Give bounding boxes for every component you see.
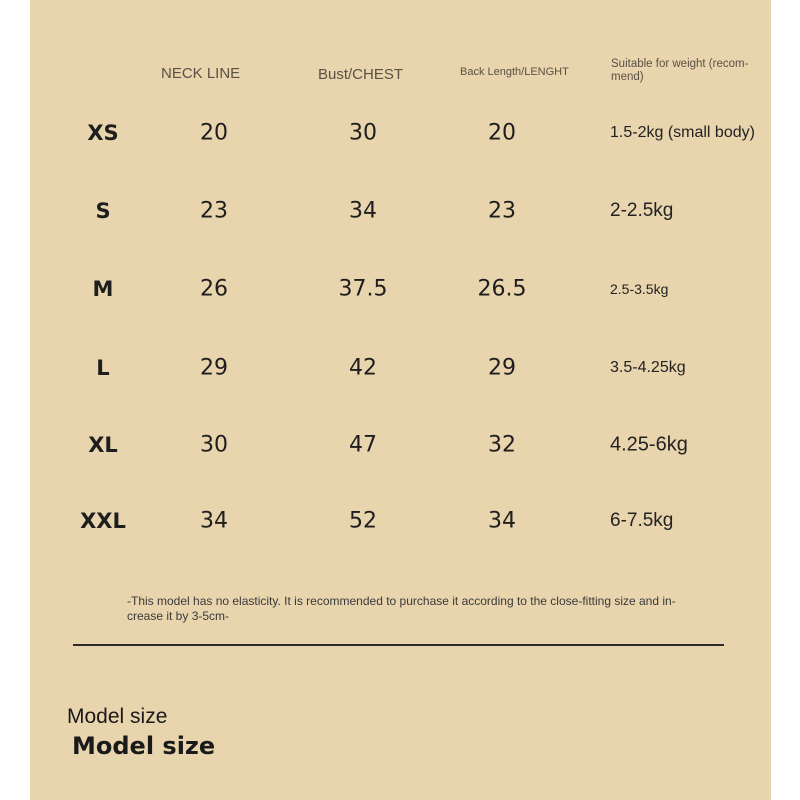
- elasticity-note: -This model has no elasticity. It is recommended to purchase it according to the close-fitting size and in-crease it by 3-5cm-: [127, 594, 676, 623]
- weight-cell: 1.5-2kg (small body): [610, 124, 755, 141]
- weight-cell: 6-7.5kg: [610, 510, 674, 531]
- size-chart-panel: [30, 0, 771, 800]
- header-bust-chest: Bust/CHEST: [318, 66, 404, 83]
- model-size-label: Model size: [67, 705, 168, 728]
- bust-cell: 34: [349, 198, 377, 224]
- neck-cell: 34: [200, 508, 228, 534]
- back-length-cell: 20: [488, 120, 516, 146]
- neck-cell: 30: [200, 432, 228, 458]
- header-back-length: Back Length/LENGHT: [460, 66, 569, 78]
- size-cell: XL: [88, 433, 118, 457]
- header-neck-line: NECK LINE: [161, 65, 241, 82]
- bust-cell: 52: [349, 508, 377, 534]
- neck-cell: 29: [200, 355, 228, 381]
- bust-cell: 37.5: [338, 276, 388, 302]
- weight-cell: 3.5-4.25kg: [610, 359, 686, 376]
- neck-cell: 26: [200, 276, 228, 302]
- back-length-cell: 34: [488, 508, 516, 534]
- back-length-cell: 26.5: [477, 276, 527, 302]
- neck-cell: 20: [200, 120, 228, 146]
- neck-cell: 23: [200, 198, 228, 224]
- size-cell: L: [96, 356, 110, 380]
- size-cell: XXL: [80, 509, 126, 533]
- size-cell: M: [92, 277, 114, 301]
- weight-cell: 2.5-3.5kg: [610, 281, 669, 297]
- back-length-cell: 23: [488, 198, 516, 224]
- size-cell: S: [95, 199, 111, 223]
- weight-cell: 2-2.5kg: [610, 200, 674, 221]
- header-suitable-weight: Suitable for weight (recom-mend): [611, 58, 749, 83]
- bust-cell: 30: [349, 120, 377, 146]
- bust-cell: 47: [349, 432, 377, 458]
- back-length-cell: 29: [488, 355, 516, 381]
- size-cell: XS: [87, 121, 119, 145]
- bust-cell: 42: [349, 355, 377, 381]
- model-size-heading: Model size: [72, 732, 216, 760]
- divider-line: [73, 644, 724, 646]
- back-length-cell: 32: [488, 432, 516, 458]
- weight-cell: 4.25-6kg: [610, 433, 688, 456]
